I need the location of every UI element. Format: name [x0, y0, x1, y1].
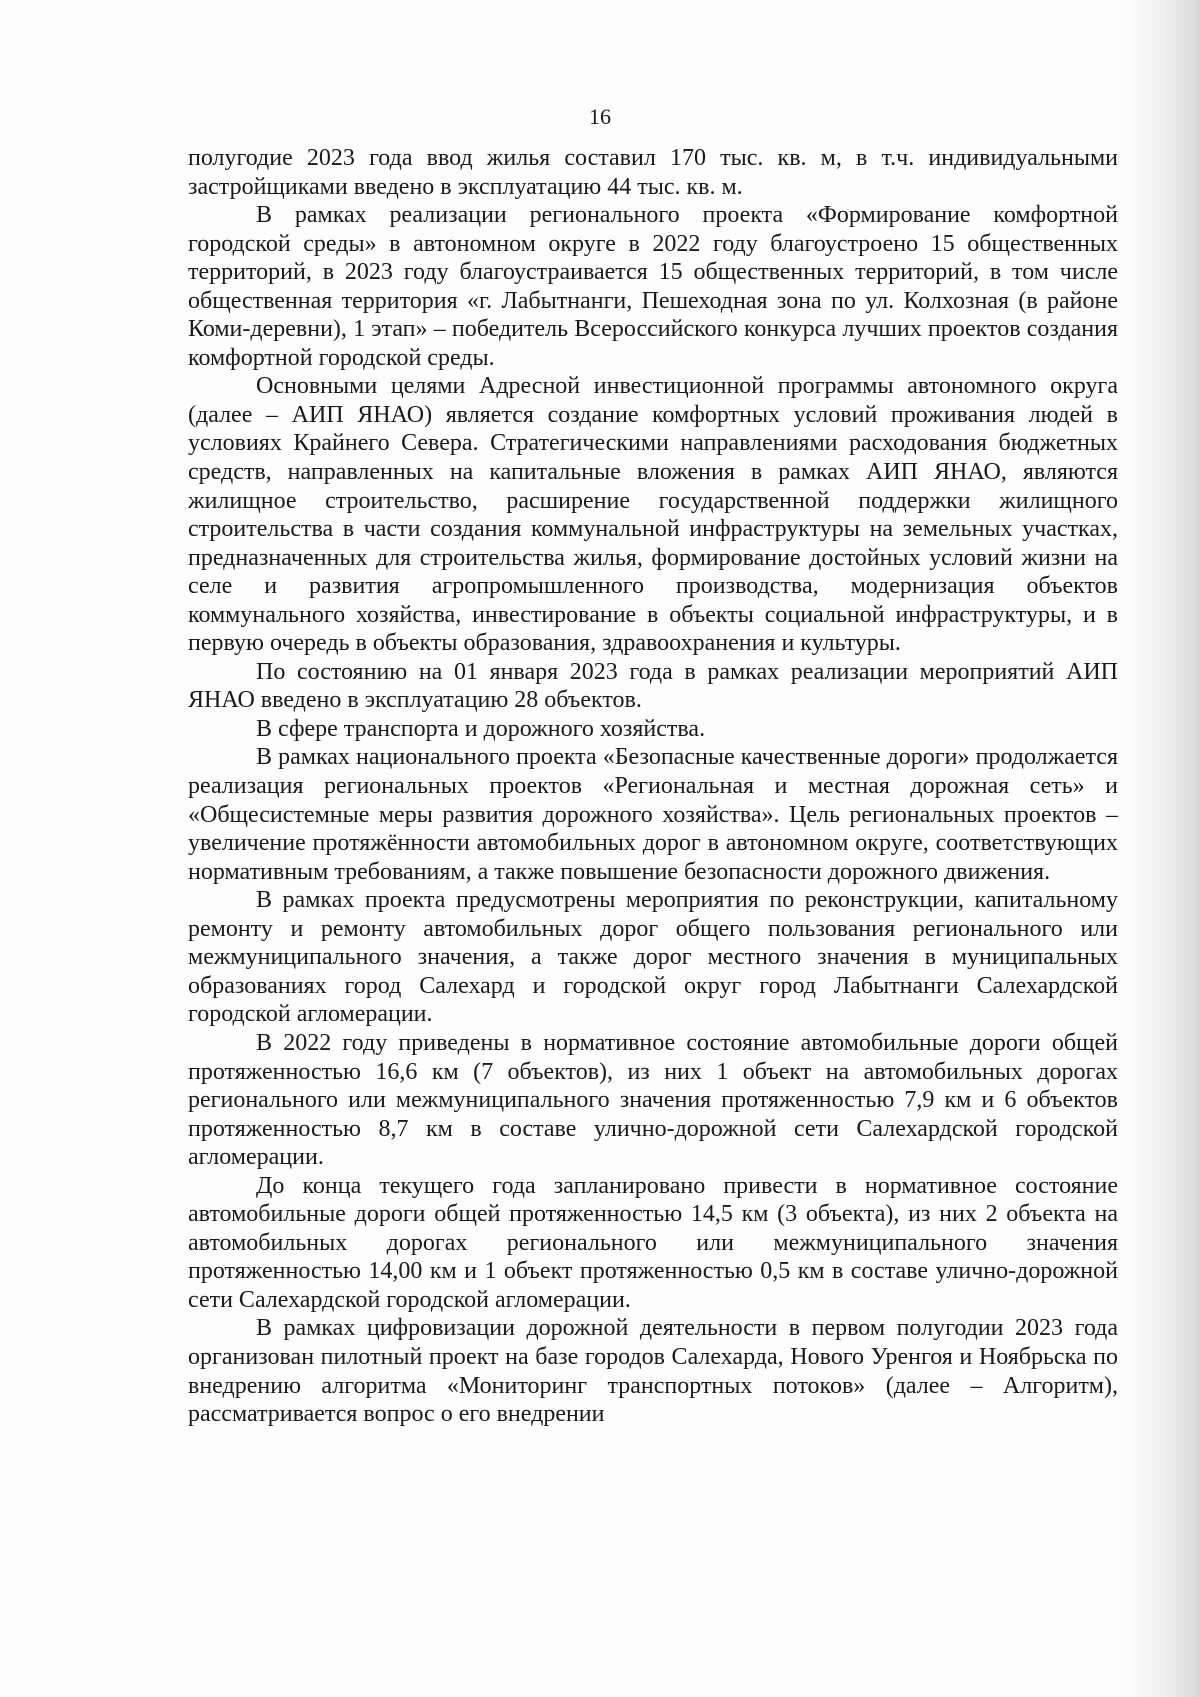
- document-body: [188, 144, 1118, 1429]
- paragraph-investment-program-goals: Основными целями Адресной инвестиционной программы автономного округа (далее – АИП ЯНАО) является создание комфортных условий проживания людей в условиях Крайнего Севера. Стратегическими направлениями расходования бюджетных средств, направленных на капитальные вложения в рамках АИП ЯНАО, являются жилищное строительство, расширение государственной поддержки жилищного строительства в части создания коммунальной инфраструктуры на земельных участках, предназначенных для строительства жилья, формирование достойных условий жизни на селе и развития агропромышленного производства, модернизация объектов коммунального хозяйства, инвестирование в объекты социальной инфраструктуры, и в первую очередь в объекты образования, здравоохранения и культуры.: [188, 373, 1118, 657]
- scan-shadow-edge: [1120, 0, 1200, 1697]
- paragraph-roads-2022: В 2022 году приведены в нормативное состояние автомобильные дороги общей протяженностью 16,6 км (7 объектов), из них 1 объект на автомобильных дорогах регионального или межмуниципального значения протяженностью 7,9 км и 6 объектов протяженностью 8,7 км в составе улично-дорожной сети Салехардской городской агломерации.: [188, 1029, 1118, 1171]
- paragraph-objects-commissioned: По состоянию на 01 января 2023 года в рамках реализации мероприятий АИП ЯНАО введено в эксплуатацию 28 объектов.: [188, 658, 1118, 714]
- paragraph-transport-heading: В сфере транспорта и дорожного хозяйства.: [256, 715, 706, 742]
- paragraph-road-digitalization: В рамках цифровизации дорожной деятельности в первом полугодии 2023 года организован пилотный проект на базе городов Салехарда, Нового Уренгоя и Ноябрьска по внедрению алгоритма «Мониторинг транспортных потоков» (далее – Алгоритм), рассматривается вопрос о его внедрении: [188, 1315, 1118, 1428]
- page-number: 16: [589, 104, 611, 129]
- paragraph-roads-planned: До конца текущего года запланировано привести в нормативное состояние автомобильные дороги общей протяженностью 14,5 км (3 объекта), из них 2 объекта на автомобильных дорогах регионального или межмуниципального значения протяженностью 14,00 км и 1 объект протяженностью 0,5 км в составе улично-дорожной сети Салехардской городской агломерации.: [188, 1172, 1118, 1313]
- paragraph-comfortable-urban-environment: В рамках реализации регионального проекта «Формирование комфортной городской среды» в автономном округе в 2022 году благоустроено 15 общественных территорий, в 2023 году благоустраивается 15 общественных территорий, в том числе общественная территория «г. Лабытнанги, Пешеходная зона по ул. Колхозная (в районе Коми-деревни), 1 этап» – победитель Всероссийского конкурса лучших проектов создания комфортной городской среды.: [188, 202, 1118, 371]
- paragraph-safe-quality-roads: В рамках национального проекта «Безопасные качественные дороги» продолжается реализация региональных проектов «Региональная и местная дорожная сеть» и «Общесистемные меры развития дорожного хозяйства». Цель региональных проектов – увеличение протяжённости автомобильных дорог в автономном округе, соответствующих нормативным требованиям, а также повышение безопасности дорожного движения.: [188, 744, 1118, 885]
- paragraph-road-reconstruction: В рамках проекта предусмотрены мероприятия по реконструкции, капитальному ремонту и ремонту автомобильных дорог общего пользования регионального или межмуниципального значения, а также дорог местного значения в муниципальных образованиях город Салехард и городской округ город Лабытнанги Салехардской городской агломерации.: [188, 887, 1118, 1028]
- paragraph-continuation: полугодие 2023 года ввод жилья составил 170 тыс. кв. м, в т.ч. индивидуальными застройщиками введено в эксплуатацию 44 тыс. кв. м.: [188, 145, 1118, 200]
